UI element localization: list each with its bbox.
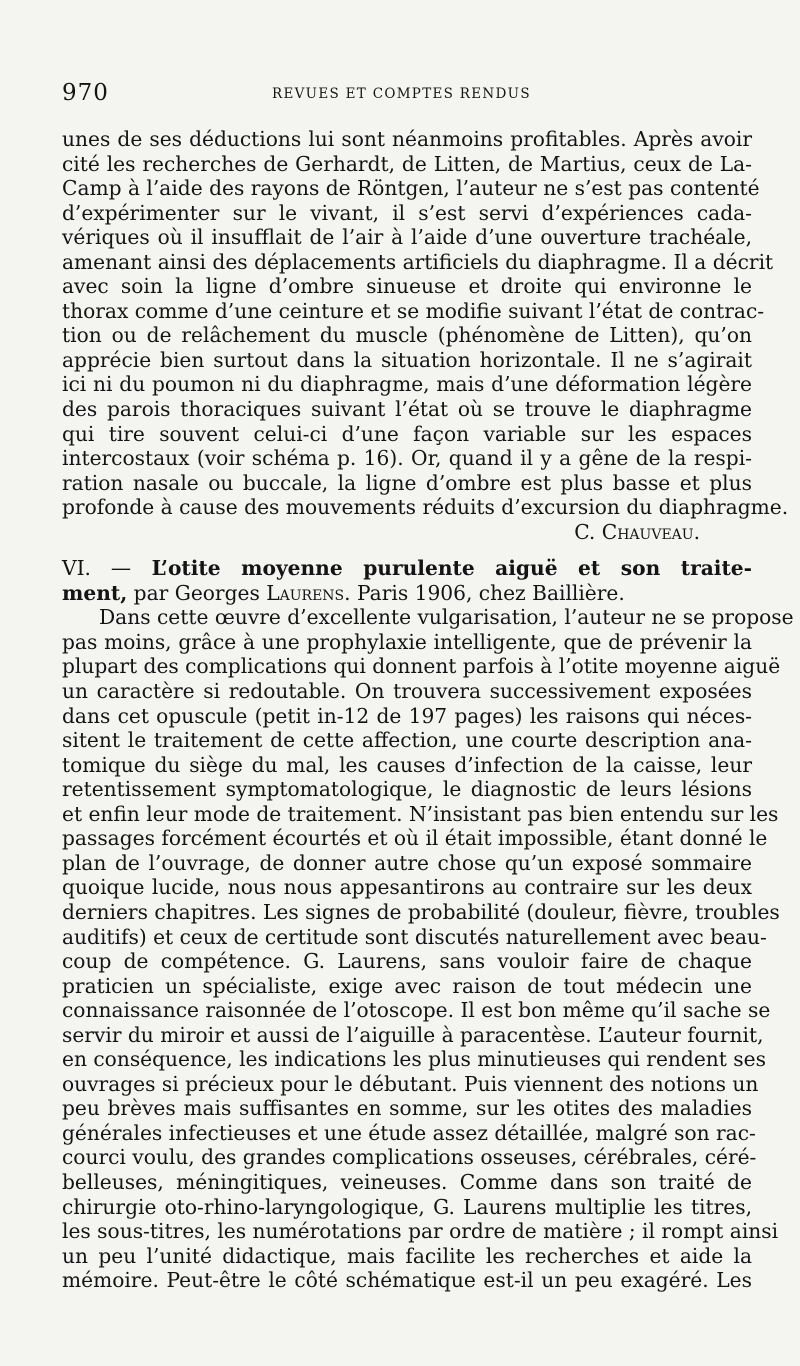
text-line: amenant ainsi des déplacements artificiels du diaphragme. Il a décrit xyxy=(62,249,774,274)
signature-initial: C. xyxy=(574,519,596,544)
text-line: unes de ses déductions lui sont néanmoins profitables. Après avoir xyxy=(62,127,752,151)
section-gap xyxy=(62,544,752,556)
review-signature xyxy=(62,520,752,545)
text-line: peu brèves mais suffisantes en somme, sur les otites des maladies xyxy=(62,1096,752,1121)
section-title: L’otite moyenne purulente aiguë et son traite- xyxy=(151,556,753,581)
text-line: retentissement symptomatologique, le diagnostic de leurs lésions xyxy=(62,777,752,802)
page-body xyxy=(62,127,794,1293)
text-line: d’expérimenter sur le vivant, il s’est servi d’expériences cada- xyxy=(62,200,752,225)
citation-publication: Paris 1906, chez Baillière. xyxy=(357,580,625,605)
text-line: Dans cette œuvre d’excellente vulgarisation, l’auteur ne se propose xyxy=(99,605,794,630)
text-line: qui tire souvent celui-ci d’une façon variable sur les espaces xyxy=(62,421,752,446)
text-line: tion ou de relâchement du muscle (phénomène de Litten), qu’on xyxy=(62,323,752,348)
text-line: coup de compétence. G. Laurens, sans vouloir faire de chaque xyxy=(62,949,752,974)
text-line: courci voulu, des grandes complications osseuses, cérébrales, céré- xyxy=(62,1145,757,1170)
text-line: plan de l’ouvrage, de donner autre chose qu’un exposé sommaire xyxy=(62,850,752,875)
section-title-line xyxy=(62,556,752,581)
text-line: un peu l’unité didactique, mais facilite les recherches et aide la xyxy=(62,1243,752,1268)
text-line: belleuses, méningitiques, veineuses. Comme dans son traité de xyxy=(62,1169,752,1194)
text-line: plupart des complications qui donnent parfois à l’otite moyenne aiguë xyxy=(62,654,781,679)
citation-author: par Georges xyxy=(133,580,260,605)
citation-surname: Laurens. xyxy=(266,580,351,605)
text-line: un caractère si redoutable. On trouvera successivement exposées xyxy=(62,679,752,704)
text-line: derniers chapitres. Les signes de probabilité (douleur, fièvre, troubles xyxy=(62,899,780,924)
text-line: ration nasale ou buccale, la ligne d’ombre est plus basse et plus xyxy=(62,470,752,495)
text-line: les sous-titres, les numérotations par ordre de matière ; il rompt ainsi xyxy=(62,1219,779,1244)
text-line: profonde à cause des mouvements réduits d’excursion du diaphragme. xyxy=(62,495,789,520)
text-line: intercostaux (voir schéma p. 16). Or, quand il y a gêne de la respi- xyxy=(62,446,752,471)
section-citation-line xyxy=(62,581,752,606)
section-number: VI. — xyxy=(62,556,132,581)
text-line: pas moins, grâce à une prophylaxie intelligente, que de prévenir la xyxy=(62,629,752,654)
text-line: sitent le traitement de cette affection, une courte description ana- xyxy=(62,728,752,753)
page-number: 970 xyxy=(62,80,109,106)
text-line: apprécie bien surtout dans la situation horizontale. Il ne s’agirait xyxy=(62,347,752,372)
text-line: dans cet opuscule (petit in-12 de 197 pages) les raisons qui néces- xyxy=(62,703,752,728)
text-line: passages forcément écourtés et où il était impossible, étant donné le xyxy=(62,826,768,851)
running-title: REVUES ET COMPTES RENDUS xyxy=(272,86,531,102)
text-line: quoique lucide, nous nous appesantirons au contraire sur les deux xyxy=(62,875,752,900)
text-line: générales infectieuses et une étude assez détaillée, malgré son rac- xyxy=(62,1120,756,1145)
text-line: servir du miroir et aussi de l’aiguille à paracentèse. L’auteur fournit, xyxy=(62,1022,764,1047)
text-line: et enfin leur mode de traitement. N’insistant pas bien entendu sur les xyxy=(62,801,779,826)
text-line: auditifs) et ceux de certitude sont discutés naturellement avec beau- xyxy=(62,924,767,949)
text-line: en conséquence, les indications les plus minutieuses qui rendent ses xyxy=(62,1047,766,1072)
text-line: ouvrages si précieux pour le débutant. Puis viennent des notions un xyxy=(62,1071,759,1096)
text-line: tomique du siège du mal, les causes d’infection de la caisse, leur xyxy=(62,752,752,777)
section-title-end: ment, xyxy=(62,580,128,605)
text-line: Camp à l’aide des rayons de Röntgen, l’auteur ne s’est pas contenté xyxy=(62,176,760,201)
text-line: vériques où il insufflait de l’air à l’aide d’une ouverture trachéale, xyxy=(62,225,752,250)
text-line: mémoire. Peut-être le côté schématique est-il un peu exagéré. Les xyxy=(62,1268,752,1293)
text-line: ici ni du poumon ni du diaphragme, mais d’une déformation légère xyxy=(62,372,752,397)
text-line: des parois thoraciques suivant l’état où se trouve le diaphragme xyxy=(62,397,752,422)
text-line: avec soin la ligne d’ombre sinueuse et droite qui environne le xyxy=(62,274,752,299)
text-line: chirurgie oto-rhino-laryngologique, G. Laurens multiplie les titres, xyxy=(62,1194,752,1219)
review-body xyxy=(62,605,794,1293)
text-line: cité les recherches de Gerhardt, de Litten, de Martius, ceux de La- xyxy=(62,151,752,176)
text-line: connaissance raisonnée de l’otoscope. Il est bon même qu’il sache se xyxy=(62,998,771,1023)
text-line: thorax comme d’une ceinture et se modifie suivant l’état de contrac- xyxy=(62,298,765,323)
page-header xyxy=(62,80,742,114)
review-paragraph xyxy=(62,127,789,544)
signature-name: Chauveau. xyxy=(601,519,700,544)
section-heading xyxy=(62,556,752,605)
text-line: praticien un spécialiste, exige avec raison de tout médecin une xyxy=(62,973,752,998)
